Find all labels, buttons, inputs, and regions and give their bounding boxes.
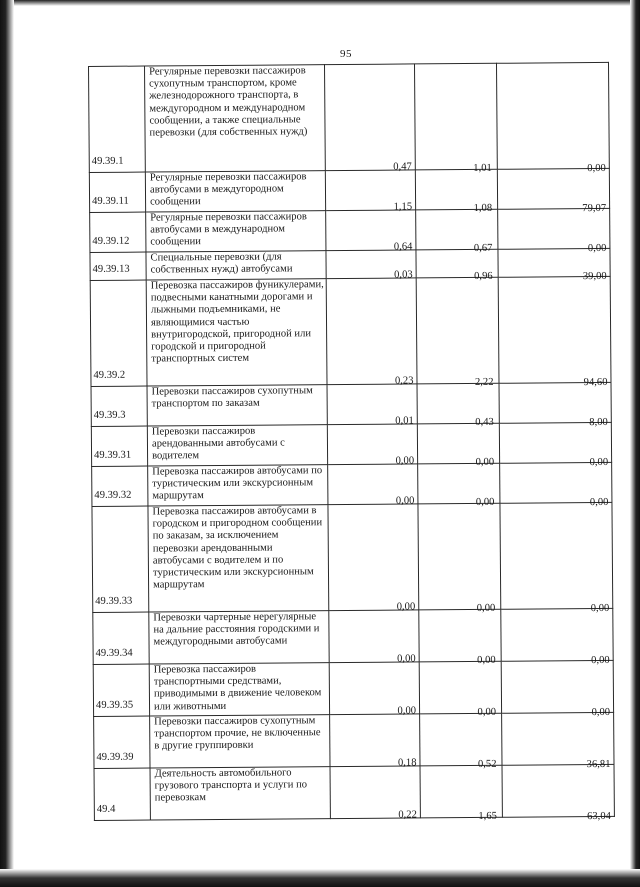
scan-edge-left [0, 0, 14, 887]
table-row [92, 462, 612, 506]
table-row [90, 276, 611, 386]
row-name: Перевозки чартерные нерегулярные на дальние расстояния городскими и междугородными автобусами [149, 611, 329, 664]
value-text: 0,67 [473, 242, 493, 254]
value-text: 0,00 [477, 654, 496, 666]
row-value-3 [501, 660, 613, 718]
table-container [88, 62, 614, 821]
row-name: Регулярные перевозки пассажиров автобусами в международном сообщении [146, 211, 326, 252]
value-text: 0,22 [398, 809, 417, 821]
value-text: 0,47 [393, 161, 412, 173]
row-name: Специальные перевозки (для собственных нужд) автобусами [146, 251, 326, 280]
value-text: 0,00 [395, 455, 415, 467]
row-code: 49.4 [94, 768, 150, 820]
row-name: Перевозка пассажиров автобусами в городском и пригородном сообщении по заказам, за исключением перевозки арендованными автобусами с водителем и по туристическим или экскурсионным маршрутам [148, 505, 329, 612]
row-name: Перевозки пассажиров сухопутным транспортом по заказам [147, 385, 327, 426]
row-value-2 [415, 169, 497, 214]
row-name: Перевозки пассажиров арендованными автобусами с водителем [147, 425, 327, 466]
value-text: 94,60 [583, 376, 608, 388]
value-text: 0,96 [474, 270, 493, 282]
table-row [89, 62, 610, 172]
table-row [94, 712, 614, 768]
value-text: 39,00 [582, 270, 607, 282]
row-name: Перевозка пассажиров автобусами по туристическим или экскурсионным маршрутам [148, 465, 328, 506]
row-value-3 [499, 382, 611, 428]
value-text: 0,03 [394, 269, 413, 281]
row-code: 49.39.34 [93, 612, 149, 664]
value-text: 8,00 [589, 416, 608, 428]
row-name: Перевозка пассажиров транспортными средствами, приводимыми в движение человеком или животными [149, 663, 329, 716]
row-code: 49.39.11 [89, 172, 145, 212]
row-name: Перевозки пассажиров сухопутным транспортом прочие, не включенные в другие группировки [150, 715, 330, 768]
row-value-2 [416, 277, 499, 388]
row-name: Регулярные перевозки пассажиров автобусами в междугородном сообщении [145, 171, 325, 212]
row-value-1 [330, 714, 420, 767]
row-name: Деятельность автомобильного грузового транспорта и услуги по перевозкам [150, 767, 330, 820]
row-value-1 [326, 210, 416, 251]
row-value-3 [500, 462, 612, 508]
row-value-3 [496, 62, 609, 174]
row-value-3 [502, 712, 614, 770]
row-value-1 [329, 662, 419, 715]
row-value-3 [499, 422, 611, 468]
value-text: 0,00 [475, 496, 495, 508]
table-row [91, 382, 611, 426]
row-value-2 [420, 713, 502, 770]
row-value-1 [324, 64, 415, 171]
row-code: 49.39.13 [90, 252, 146, 280]
value-text: 79,07 [582, 202, 607, 214]
value-text: 0,00 [589, 456, 609, 468]
row-value-3 [500, 502, 613, 614]
row-value-1 [328, 464, 418, 505]
row-value-2 [417, 423, 499, 468]
value-text: 0,64 [393, 241, 413, 253]
value-text: 0,00 [395, 495, 415, 507]
value-text: 0,00 [587, 162, 606, 174]
table-row [94, 764, 614, 820]
value-text: 0,00 [397, 653, 416, 665]
value-text: 0,01 [395, 415, 414, 427]
row-name: Перевозка пассажиров фуникулерами, подвесными канатными дорогами и лыжными подъемниками, не являющимися частью внутригородской, пригородной или городской и пригородной транспортных систем [146, 279, 327, 386]
row-value-2 [419, 609, 501, 666]
value-text: 0,00 [590, 602, 610, 614]
page-number: 95 [340, 48, 352, 60]
table-row [93, 660, 613, 716]
row-code: 49.39.31 [91, 426, 147, 466]
row-value-1 [326, 250, 416, 279]
value-text: 0,00 [476, 602, 496, 614]
row-name: Регулярные перевозки пассажиров сухопутным транспортом, кроме железнодорожного транспорта, в междугородном и международном сообщении, а также специальные перевозки (для собственных нужд) [145, 65, 326, 172]
row-value-2 [418, 503, 501, 614]
value-text: 0,52 [477, 758, 497, 770]
table-row [91, 422, 611, 466]
value-text: 0,00 [396, 601, 416, 613]
row-code: 49.39.35 [93, 664, 149, 716]
value-text: 1,01 [473, 162, 492, 174]
value-text: 0,43 [475, 416, 494, 428]
row-value-1 [325, 170, 415, 211]
table-row [93, 608, 613, 664]
row-value-3 [498, 208, 610, 254]
value-text: 0,00 [591, 706, 611, 718]
row-value-1 [328, 504, 419, 611]
value-text: 36,81 [586, 758, 611, 770]
value-text: 0,18 [397, 757, 417, 769]
table-row [90, 208, 610, 252]
row-code: 49.39.32 [92, 466, 148, 506]
value-text: 0,23 [394, 375, 414, 387]
value-text: 2,22 [474, 376, 494, 388]
row-value-3 [498, 276, 611, 388]
row-value-1 [326, 278, 417, 385]
row-value-2 [419, 661, 501, 718]
value-text: 0,00 [591, 654, 610, 666]
row-value-3 [497, 168, 609, 214]
row-value-1 [330, 766, 420, 819]
statistics-table [88, 62, 615, 821]
row-code: 49.39.2 [90, 280, 147, 386]
table-row [92, 502, 613, 612]
row-value-2 [418, 463, 500, 508]
row-value-2 [416, 209, 498, 254]
value-text: 0,00 [587, 242, 607, 254]
row-value-1 [327, 424, 417, 465]
row-value-2 [417, 383, 499, 428]
row-code: 49.39.3 [91, 386, 147, 426]
row-code: 49.39.39 [94, 716, 150, 768]
row-code: 49.39.33 [92, 506, 149, 612]
value-text: 0,00 [589, 496, 609, 508]
value-text: 1,15 [393, 201, 413, 213]
table-row [90, 248, 610, 280]
value-text: 0,00 [397, 705, 417, 717]
scan-edge-bottom [0, 869, 640, 887]
row-code: 49.39.1 [89, 66, 146, 172]
scan-edge-right [630, 0, 640, 887]
row-value-3 [501, 608, 613, 666]
value-text: 0,00 [475, 456, 495, 468]
value-text: 0,00 [477, 706, 497, 718]
table-row [89, 168, 609, 212]
row-value-2 [414, 63, 497, 174]
row-code: 49.39.12 [90, 212, 146, 252]
value-text: 1,08 [473, 202, 493, 214]
row-value-1 [327, 384, 417, 425]
row-value-1 [329, 610, 419, 663]
value-text: 63,04 [587, 810, 611, 822]
row-value-2 [420, 765, 502, 822]
row-value-3 [502, 764, 614, 822]
scan-edge-top [0, 0, 640, 6]
value-text: 1,65 [478, 810, 497, 822]
